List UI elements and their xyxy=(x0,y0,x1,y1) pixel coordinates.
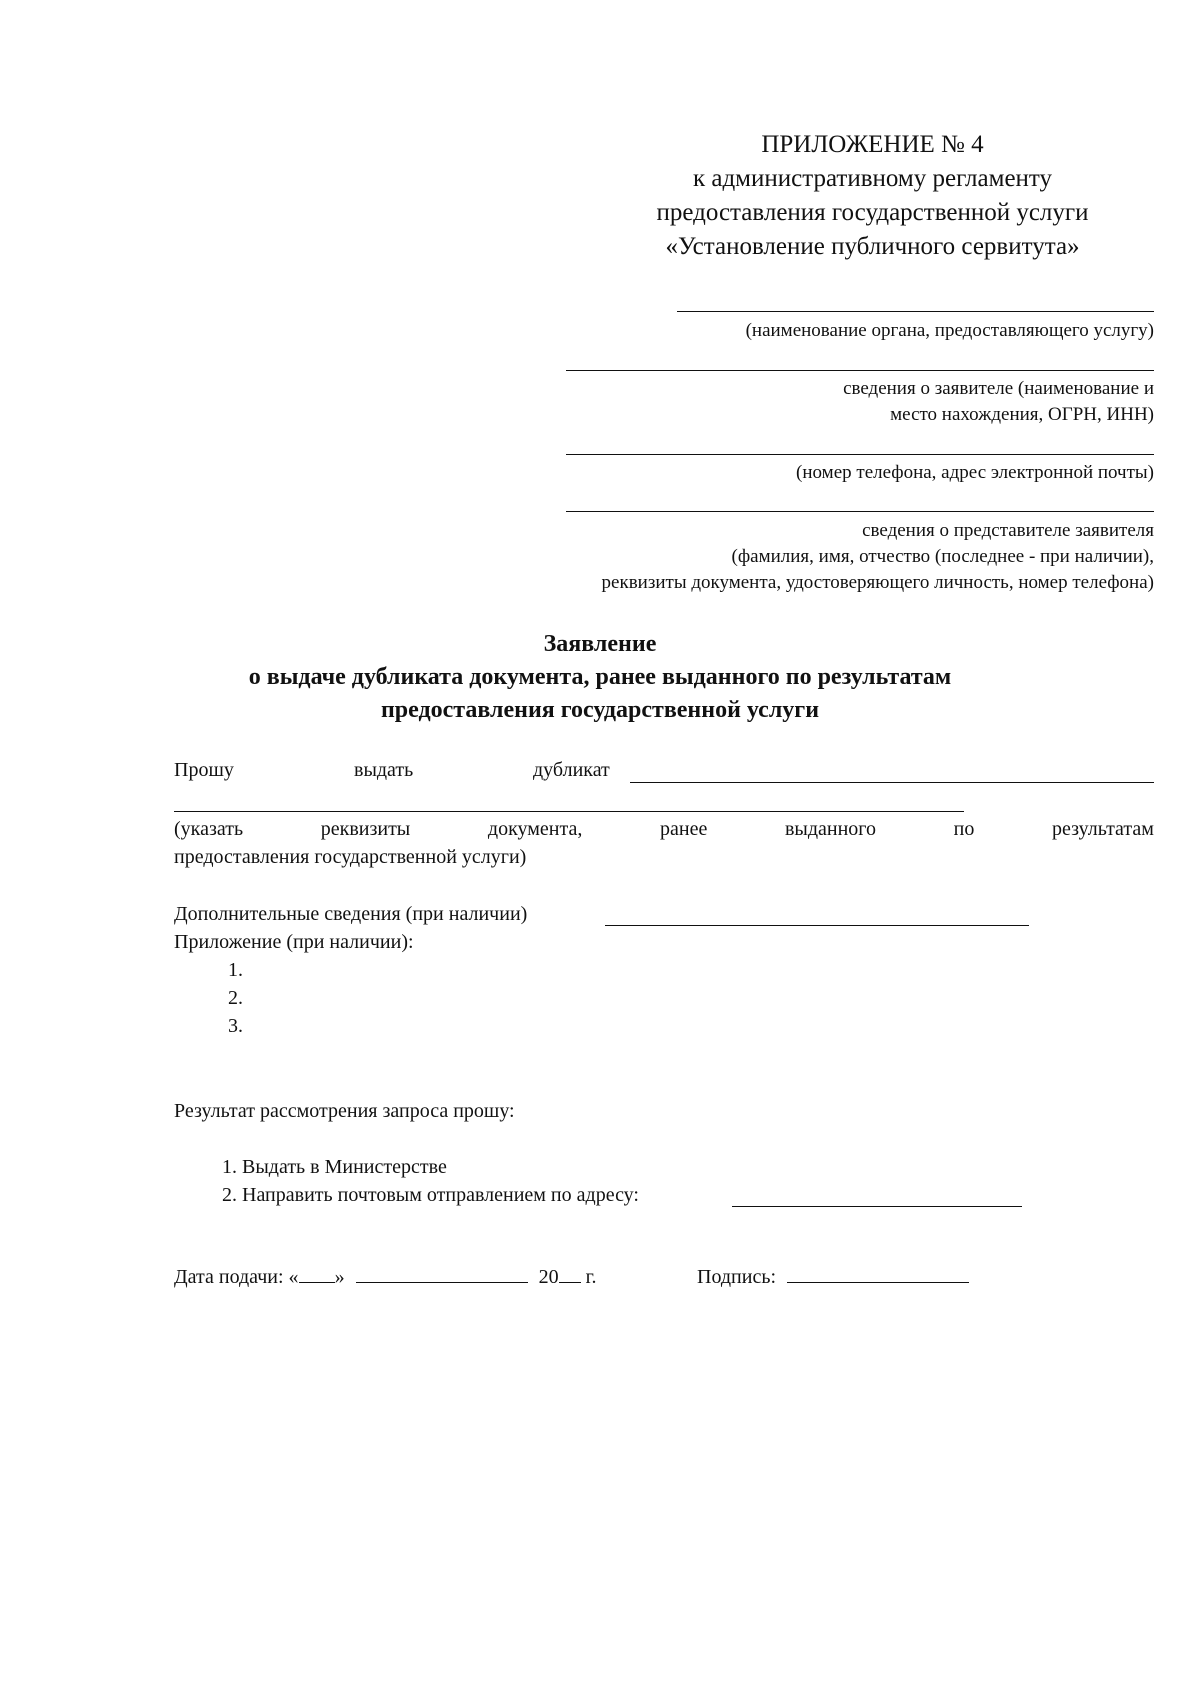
document-details-note xyxy=(174,815,1154,843)
note-word: документа, xyxy=(487,818,583,840)
attachments-label: Приложение (при наличии): xyxy=(174,931,414,953)
attachment-item-1: 1. xyxy=(228,959,243,981)
contact-line[interactable] xyxy=(566,454,1154,455)
representative-caption-3: реквизиты документа, удостоверяющего личность, номер телефона) xyxy=(601,572,1154,593)
day-blank[interactable] xyxy=(299,1264,335,1283)
note-word: реквизиты xyxy=(320,818,411,840)
month-blank[interactable] xyxy=(356,1264,528,1283)
applicant-caption-1: сведения о заявителе (наименование и xyxy=(843,378,1154,399)
signature-label: Подпись: xyxy=(697,1266,777,1288)
request-word-1: Прошу xyxy=(174,759,234,781)
additional-info-label: Дополнительные сведения (при наличии) xyxy=(174,903,528,925)
representative-line[interactable] xyxy=(566,511,1154,512)
duplicate-details-line-2[interactable] xyxy=(174,811,964,812)
attachment-item-2: 2. xyxy=(228,987,243,1009)
year-suffix: г. xyxy=(585,1266,597,1288)
submission-date xyxy=(174,1263,597,1291)
additional-info-line[interactable] xyxy=(605,925,1029,926)
contact-caption: (номер телефона, адрес электронной почты) xyxy=(796,462,1154,483)
attachment-item-3: 3. xyxy=(228,1015,243,1037)
organ-name-caption: (наименование органа, предоставляющего услугу) xyxy=(745,320,1154,341)
applicant-caption-2: место нахождения, ОГРН, ИНН) xyxy=(890,404,1154,425)
signature-blank[interactable] xyxy=(787,1264,969,1283)
result-label: Результат рассмотрения запроса прошу: xyxy=(174,1100,515,1122)
regulation-line-3: «Установление публичного сервитута» xyxy=(665,233,1080,260)
representative-caption-1: сведения о представителе заявителя xyxy=(862,520,1154,541)
request-word-2: выдать xyxy=(354,759,414,781)
signature xyxy=(697,1263,969,1291)
year-prefix: 20 xyxy=(538,1266,559,1288)
note-word: ранее xyxy=(659,818,708,840)
note-word: выданного xyxy=(784,818,877,840)
note-word: результатам xyxy=(1052,818,1154,840)
year-blank[interactable] xyxy=(559,1264,581,1283)
document-title: Заявление xyxy=(543,631,657,657)
representative-caption-2: (фамилия, имя, отчество (последнее - при наличии), xyxy=(731,546,1154,567)
document-subtitle-1: о выдаче дубликата документа, ранее выданного по результатам xyxy=(248,664,952,690)
postal-address-line[interactable] xyxy=(732,1206,1022,1207)
document-subtitle-2: предоставления государственной услуги xyxy=(380,697,820,723)
appendix-number: ПРИЛОЖЕНИЕ № 4 xyxy=(761,131,984,158)
regulation-line-2: предоставления государственной услуги xyxy=(656,199,1089,226)
note-word: (указать xyxy=(174,818,244,840)
date-close: » xyxy=(334,1266,345,1288)
note-word: по xyxy=(953,818,975,840)
result-option-1: 1. Выдать в Министерстве xyxy=(222,1156,447,1178)
regulation-line-1: к административному регламенту xyxy=(692,165,1053,192)
duplicate-details-line[interactable] xyxy=(630,782,1154,783)
organ-name-line[interactable] xyxy=(677,311,1154,312)
request-word-3: дубликат xyxy=(533,759,610,781)
result-option-2: 2. Направить почтовым отправлением по адресу: xyxy=(222,1184,639,1206)
date-label: Дата подачи: « xyxy=(174,1266,299,1288)
document-details-note-2: предоставления государственной услуги) xyxy=(174,846,527,868)
applicant-info-line[interactable] xyxy=(566,370,1154,371)
